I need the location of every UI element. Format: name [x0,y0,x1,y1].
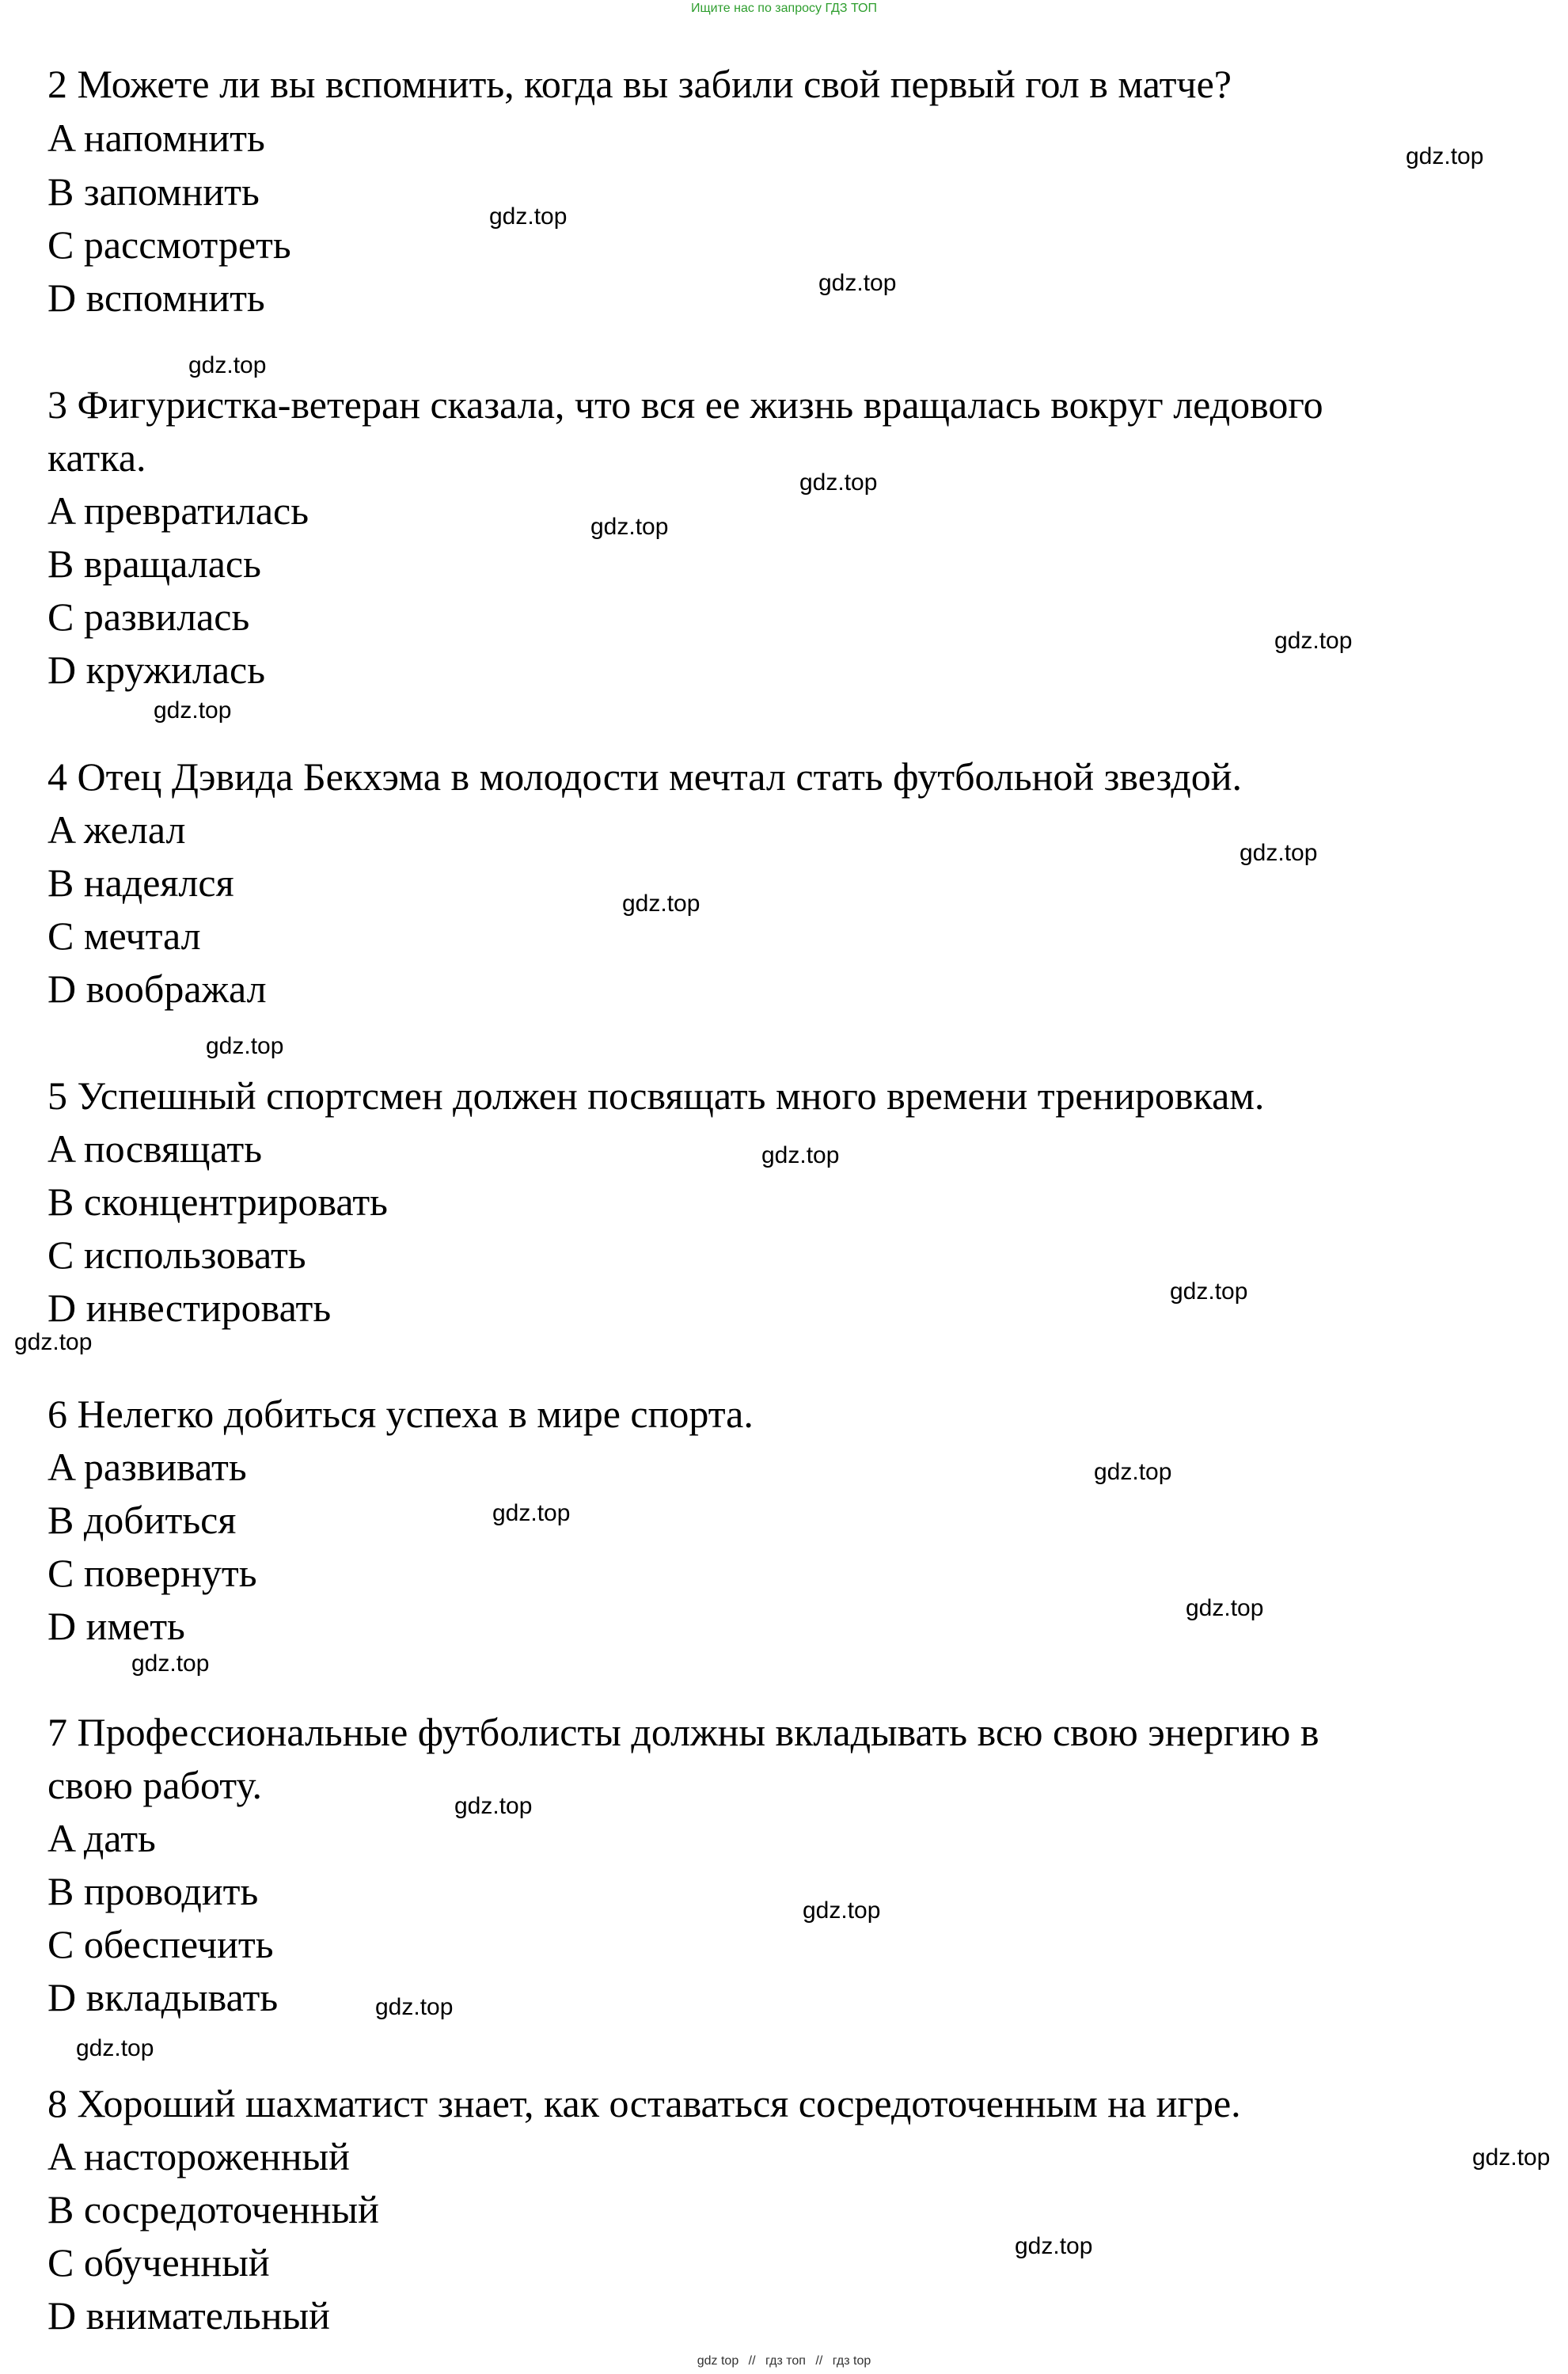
question-3-option-d: D кружилась [47,648,266,692]
watermark: gdz.top [590,514,669,540]
question-4-option-b: B надеялся [47,860,234,905]
question-6-option-c: C повернуть [47,1551,257,1595]
watermark: gdz.top [1406,143,1484,169]
question-2-prompt: 2 Можете ли вы вспомнить, когда вы забили свой первый гол в матче? [47,62,1232,106]
question-3-option-c: C развилась [47,594,250,639]
question-3-prompt-line-1: 3 Фигуристка-ветеран сказала, что вся ее жизнь вращалась вокруг ледового [47,382,1323,427]
question-7-prompt-line-1: 7 Профессиональные футболисты должны вкладывать всю свою энергию в [47,1710,1319,1754]
question-2-option-b: B запомнить [47,169,260,214]
search-hint-link[interactable]: Ищите нас по запросу ГДЗ ТОП [691,2,877,15]
watermark: gdz.top [131,1650,210,1677]
question-7-option-a: A дать [47,1816,156,1860]
question-3-option-b: B вращалась [47,541,261,586]
watermark: gdz.top [188,352,267,378]
question-4-prompt: 4 Отец Дэвида Бекхэма в молодости мечтал стать футбольной звездой. [47,754,1243,799]
watermark: gdz.top [1240,840,1318,866]
watermark: gdz.top [818,270,897,296]
footer-link-gdz-top[interactable]: gdz top [697,2354,739,2368]
question-5-option-d: D инвестировать [47,1286,332,1330]
watermark: gdz.top [454,1793,533,1819]
question-8-option-b: B сосредоточенный [47,2187,379,2232]
watermark: gdz.top [206,1033,284,1059]
question-6-option-d: D иметь [47,1604,185,1648]
footer-link-gdz-top-mixed[interactable]: гдз top [832,2354,871,2368]
question-8-option-c: C обученный [47,2240,270,2285]
question-2-option-a: A напомнить [47,116,265,160]
watermark: gdz.top [489,203,568,230]
question-6-option-a: A развивать [47,1445,247,1489]
question-7-prompt-line-2: свою работу. [47,1763,262,1807]
watermark: gdz.top [1015,2233,1093,2259]
footer-links [0,2353,1568,2370]
footer-separator: // [815,2354,823,2368]
watermark: gdz.top [1094,1459,1172,1485]
watermark: gdz.top [622,891,700,917]
question-3-prompt-line-2: катка. [47,435,146,480]
watermark: gdz.top [154,697,232,724]
question-7-option-d: D вкладывать [47,1975,279,2019]
question-3-option-a: A превратилась [47,488,309,533]
watermark: gdz.top [14,1329,93,1355]
watermark: gdz.top [799,469,878,496]
watermark: gdz.top [492,1500,571,1526]
question-6-prompt: 6 Нелегко добиться успеха в мире спорта. [47,1392,754,1436]
watermark: gdz.top [1170,1278,1248,1305]
question-5-option-c: C использовать [47,1233,306,1277]
footer-link-gdz-top-ru[interactable]: гдз топ [765,2354,806,2368]
question-8-prompt: 8 Хороший шахматист знает, как оставаться сосредоточенным на игре. [47,2081,1241,2125]
watermark: gdz.top [375,1994,454,2020]
watermark: gdz.top [1186,1595,1264,1621]
question-8-option-a: A настороженный [47,2134,350,2178]
watermark: gdz.top [803,1897,881,1924]
watermark: gdz.top [761,1142,840,1168]
watermark: gdz.top [1472,2144,1551,2171]
question-7-option-b: B проводить [47,1869,259,1913]
question-7-option-c: C обеспечить [47,1922,274,1966]
question-5-option-a: A посвящать [47,1126,263,1171]
question-5-prompt: 5 Успешный спортсмен должен посвящать много времени тренировкам. [47,1073,1265,1118]
question-4-option-c: C мечтал [47,914,201,958]
watermark: gdz.top [76,2035,154,2061]
question-2-option-d: D вспомнить [47,275,265,320]
question-4-option-d: D воображал [47,967,267,1011]
question-5-option-b: B сконцентрировать [47,1179,388,1224]
watermark: gdz.top [1274,628,1353,654]
question-4-option-a: A желал [47,807,186,852]
footer-separator: // [748,2354,756,2368]
question-6-option-b: B добиться [47,1498,237,1542]
question-2-option-c: C рассмотреть [47,222,291,267]
question-8-option-d: D внимательный [47,2293,330,2338]
